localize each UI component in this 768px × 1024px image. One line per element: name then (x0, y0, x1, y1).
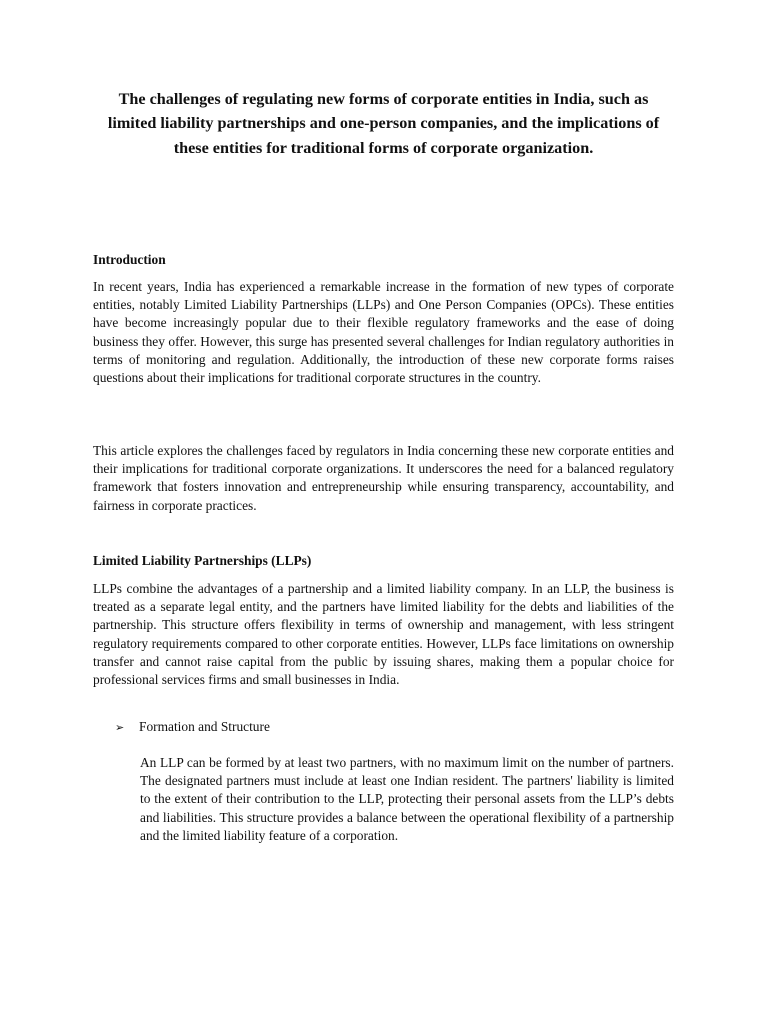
llp-heading: Limited Liability Partnerships (LLPs) (93, 553, 312, 568)
llp-paragraph: LLPs combine the advantages of a partnership and a limited liability company. In an LLP, the business is treated as a separate legal entity, and the partners have limited liability for the debts and liabilities of the partnership. This structure offers flexibility in terms of ownership and management, with less stringent regulatory requirements compared to other corporate entities. However, LLPs face limitations on ownership transfer and cannot raise capital from the public by issuing shares, making them a popular choice for professional services firms and small businesses in India. (93, 581, 674, 688)
document-title: The challenges of regulating new forms of corporate entities in India, such as limited liability partnerships and one-person companies, and the implications of these entities for traditional forms of corporate organization. (107, 90, 660, 157)
introduction-paragraph-2: This article explores the challenges faced by regulators in India concerning these new corporate entities and their implications for traditional corporate organizations. It underscores the need for a balanced regulatory framework that fosters innovation and entrepreneurship while ensuring transparency, accountability, and fairness in corporate practices. (93, 443, 674, 513)
formation-structure-paragraph: An LLP can be formed by at least two partners, with no maximum limit on the number of partners. The designated partners must include at least one Indian resident. The partners' liability is limited to the extent of their contribution to the LLP, protecting their personal assets from the LLP’s debts and liabilities. This structure provides a balance between the operational flexibility of a partnership and the limited liability feature of a corporation. (140, 755, 674, 843)
bullet-item-formation (115, 718, 615, 737)
introduction-heading: Introduction (93, 252, 166, 267)
introduction-paragraph-1: In recent years, India has experienced a remarkable increase in the formation of new types of corporate entities, notably Limited Liability Partnerships (LLPs) and One Person Companies (OPCs). These entities have become increasingly popular due to their flexible regulatory frameworks and the ease of doing business they offer. However, this surge has presented several challenges for Indian regulatory authorities in terms of monitoring and regulation. Additionally, the introduction of these new corporate forms raises questions about their implications for traditional corporate structures in the country. (93, 279, 674, 386)
bullet-label: Formation and Structure (139, 719, 270, 734)
arrow-bullet-icon: ➢ (115, 722, 125, 734)
